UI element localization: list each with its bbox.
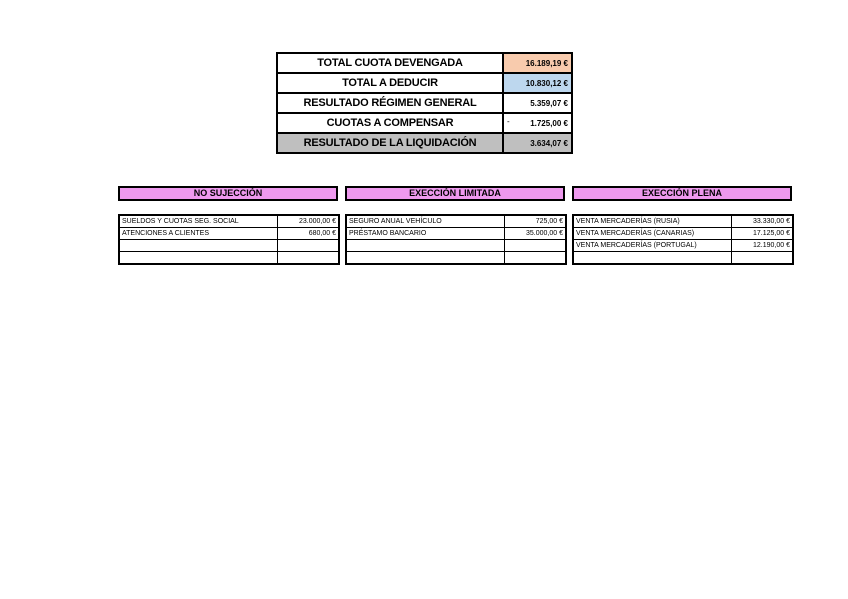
concept-cell: SEGURO ANUAL VEHÍCULO <box>346 215 504 228</box>
amount-cell: 725,00 € <box>504 215 566 228</box>
amount-cell <box>731 252 793 265</box>
summary-row-resultado-regimen-general <box>277 93 572 113</box>
table-row <box>119 252 339 265</box>
summary-row-total-a-deducir <box>277 73 572 93</box>
amount-cell: 35.000,00 € <box>504 228 566 240</box>
amount-cell: 680,00 € <box>277 228 339 240</box>
table-row <box>573 240 793 252</box>
amount-cell: 23.000,00 € <box>277 215 339 228</box>
concept-cell <box>346 240 504 252</box>
concept-cell: ATENCIONES A CLIENTES <box>119 228 277 240</box>
summary-label: CUOTAS A COMPENSAR <box>277 113 503 133</box>
section-header-no-sujeccion: NO SUJECCIÓN <box>118 186 338 201</box>
detail-table-exencion-limitada <box>345 214 567 265</box>
summary-dash: - <box>507 117 510 126</box>
summary-value: 10.830,12 € <box>503 73 572 93</box>
concept-cell: VENTA MERCADERÍAS (PORTUGAL) <box>573 240 731 252</box>
table-row <box>119 240 339 252</box>
table-row <box>119 228 339 240</box>
amount-cell <box>504 252 566 265</box>
summary-value: 16.189,19 € <box>503 53 572 73</box>
table-row <box>346 252 566 265</box>
amount-cell <box>277 240 339 252</box>
concept-cell <box>346 252 504 265</box>
table-row <box>346 215 566 228</box>
section-header-exencion-limitada: EXECCIÓN LIMITADA <box>345 186 565 201</box>
concept-cell <box>573 252 731 265</box>
amount-cell: 17.125,00 € <box>731 228 793 240</box>
summary-value: 5.359,07 € <box>503 93 572 113</box>
table-row <box>346 240 566 252</box>
table-row <box>346 228 566 240</box>
amount-cell: 33.330,00 € <box>731 215 793 228</box>
section-header-exencion-plena: EXECCIÓN PLENA <box>572 186 792 201</box>
detail-table-exencion-plena <box>572 214 794 265</box>
summary-label: RESULTADO DE LA LIQUIDACIÓN <box>277 133 503 153</box>
concept-cell: VENTA MERCADERÍAS (CANARIAS) <box>573 228 731 240</box>
amount-cell <box>504 240 566 252</box>
concept-cell: VENTA MERCADERÍAS (RUSIA) <box>573 215 731 228</box>
concept-cell: SUELDOS Y CUOTAS SEG. SOCIAL <box>119 215 277 228</box>
table-row <box>573 215 793 228</box>
summary-value: 3.634,07 € <box>503 133 572 153</box>
table-row <box>119 215 339 228</box>
summary-row-cuotas-a-compensar <box>277 113 572 133</box>
concept-cell <box>119 240 277 252</box>
table-row <box>573 252 793 265</box>
summary-label: TOTAL A DEDUCIR <box>277 73 503 93</box>
summary-row-resultado-liquidacion <box>277 133 572 153</box>
concept-cell: PRÉSTAMO BANCARIO <box>346 228 504 240</box>
table-row <box>573 228 793 240</box>
summary-value: - 1.725,00 € <box>503 113 572 133</box>
liquidation-summary-table <box>276 52 573 154</box>
concept-cell <box>119 252 277 265</box>
amount-cell <box>277 252 339 265</box>
summary-label: RESULTADO RÉGIMEN GENERAL <box>277 93 503 113</box>
summary-label: TOTAL CUOTA DEVENGADA <box>277 53 503 73</box>
summary-row-total-cuota-devengada <box>277 53 572 73</box>
amount-cell: 12.190,00 € <box>731 240 793 252</box>
detail-table-no-sujeccion <box>118 214 340 265</box>
